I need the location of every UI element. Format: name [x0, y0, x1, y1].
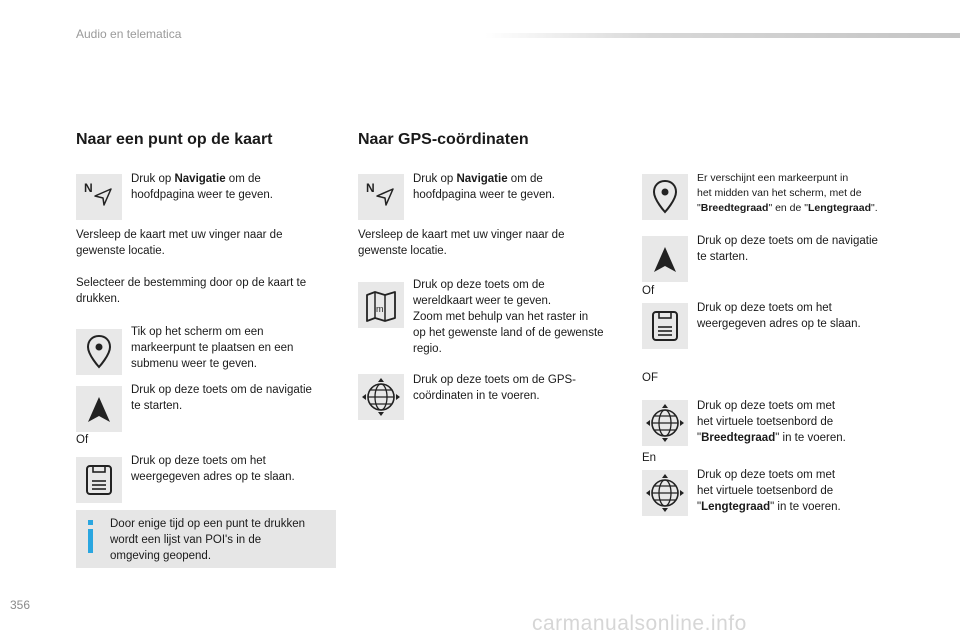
world-map-icon — [358, 282, 404, 328]
section-title: Audio en telematica — [76, 27, 182, 41]
header-bar — [485, 33, 960, 38]
map-pin-icon — [642, 174, 688, 220]
left-save-text: Druk op deze toets om het weergegeven adres op te slaan. — [131, 455, 295, 483]
left-nav-text: Druk op Navigatie om de hoofdpagina weer te geven. — [131, 173, 273, 201]
middle-world-text: Druk op deze toets om de wereldkaart weer te geven. Zoom met behulp van het raster in op het gewenste land of de gewenste regio. — [413, 279, 604, 355]
right-latitude-text: Druk op deze toets om met het virtuele toetsenbord de "Breedtegraad" in te voeren. — [697, 400, 846, 444]
right-save-text: Druk op deze toets om het weergegeven adres op te slaan. — [697, 302, 861, 330]
page-number: 356 — [10, 598, 31, 612]
navigation-arrow-icon — [642, 236, 688, 282]
navigation-arrow-icon — [76, 386, 122, 432]
watermark: carmanualsonline.info — [532, 612, 747, 635]
map-pin-icon — [76, 329, 122, 375]
middle-drag-text: Versleep de kaart met uw vinger naar de gewenste locatie. — [358, 229, 565, 257]
left-tap-text: Tik op het scherm om een markeerpunt te plaatsen en een submenu weer te geven. — [131, 326, 294, 370]
right-or-upper-label: OF — [642, 372, 658, 384]
left-start-text: Druk op deze toets om de navigatie te starten. — [131, 384, 312, 412]
compass-north-icon — [76, 174, 122, 220]
save-disk-icon — [642, 303, 688, 349]
left-heading: Naar een punt op de kaart — [76, 131, 273, 148]
right-or-label: Of — [642, 285, 655, 297]
svg-text:m: m — [376, 304, 384, 314]
globe-grid-icon — [642, 470, 688, 516]
left-or-label: Of — [76, 434, 89, 446]
middle-gps-text: Druk op deze toets om de GPS- coördinaten in te voeren. — [413, 374, 576, 402]
save-disk-icon — [76, 457, 122, 503]
right-start-text: Druk op deze toets om de navigatie te starten. — [697, 235, 878, 263]
svg-text:N: N — [84, 181, 93, 195]
right-longitude-text: Druk op deze toets om met het virtuele toetsenbord de "Lengtegraad" in te voeren. — [697, 469, 841, 513]
middle-heading: Naar GPS-coördinaten — [358, 131, 529, 148]
right-marker-text: Er verschijnt een markeerpunt in het midden van het scherm, met de "Breedtegraad" en de "Lengtegraad". — [697, 172, 878, 214]
middle-nav-text: Druk op Navigatie om de hoofdpagina weer te geven. — [413, 173, 555, 201]
globe-grid-icon — [358, 374, 404, 420]
svg-text:N: N — [366, 181, 375, 195]
left-drag-text: Versleep de kaart met uw vinger naar de gewenste locatie. — [76, 229, 283, 257]
info-text: Door enige tijd op een punt te drukken wordt een lijst van POI's in de omgeving geopend. — [110, 518, 305, 562]
compass-north-icon — [358, 174, 404, 220]
info-icon — [86, 517, 96, 557]
right-and-label: En — [642, 452, 657, 464]
left-select-text: Selecteer de bestemming door op de kaart te drukken. — [76, 277, 307, 305]
globe-grid-icon — [642, 400, 688, 446]
